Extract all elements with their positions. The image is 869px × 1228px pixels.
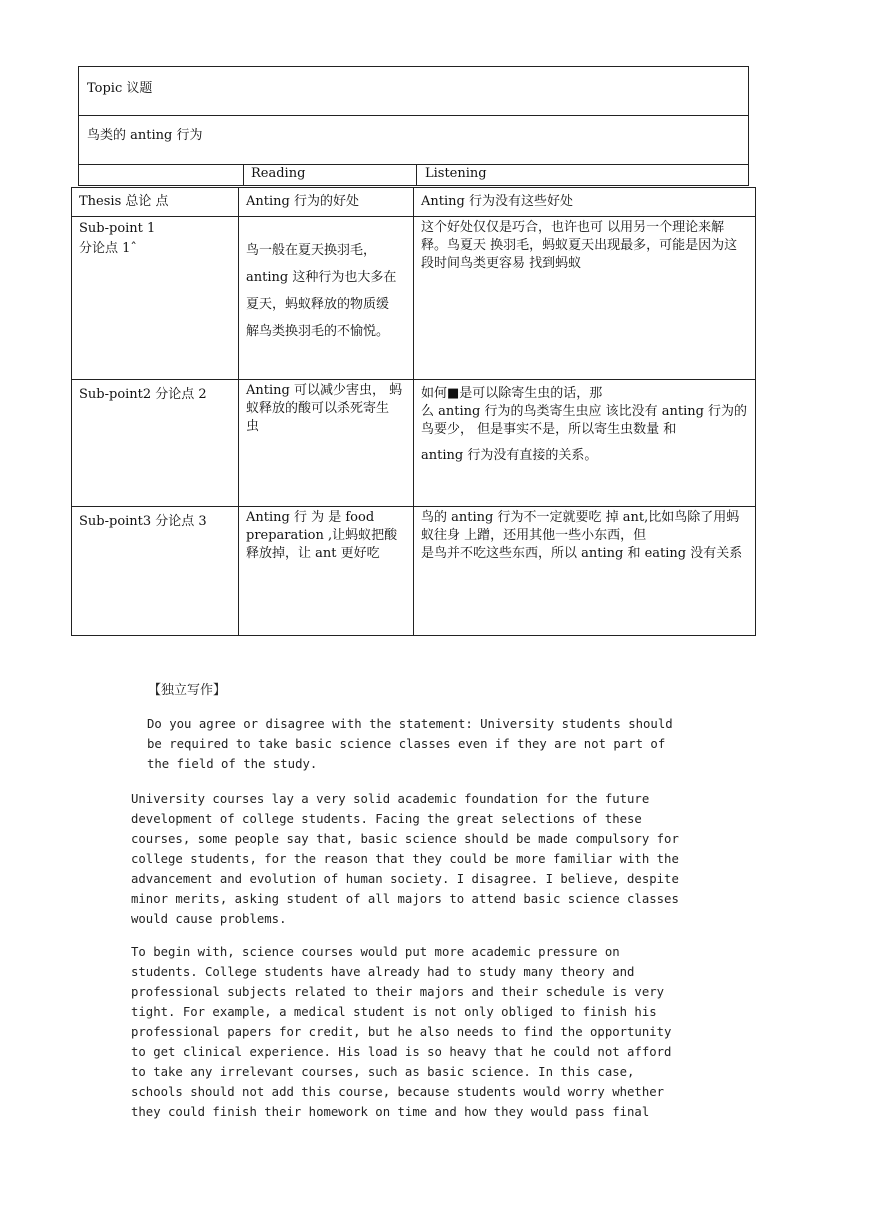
table-row <box>72 507 756 636</box>
table-row <box>72 380 756 507</box>
listening-text-top: 如何■是可以除寄生虫的话，那 么 anting 行为的鸟类寄生虫应 该比没有 anting 行为的鸟要少， 但是事实不是，所以寄生虫数量 和 <box>421 386 748 437</box>
table-row <box>72 217 756 380</box>
reading-cell: Anting 可以减少害虫， 蚂 蚁释放的酸可以杀死寄生 虫 <box>239 380 414 507</box>
column-header-row <box>79 165 748 186</box>
row-label: Sub-point2 分论点 2 <box>72 380 239 507</box>
topic-subject: 鸟类的 anting 行为 <box>87 128 203 143</box>
listening-cell: 鸟的 anting 行为不一定就要吃 掉 ant,比如鸟除了用蚂蚁往身 上蹭，还用其他一些小东西，但 是鸟并不吃这些东西，所以 anting 和 eating 没有关系 <box>414 507 756 636</box>
essay-paragraph: To begin with, science courses would put more academic pressure on students. College students have already had to study many theory and professional subjects related to their majors and their schedule is very tight. For example, a medical student is not only obliged to finish his professional papers for credit, but he also needs to find the opportunity to get clinical experience. His load is so heavy that he could not afford to take any irrelevant courses, such as basic science. In this case, schools should not add this course, because students would worry whether they could finish their homework on time and how they would pass final <box>131 945 672 1119</box>
reading-cell: Anting 行 为 是 food preparation ,让蚂蚁把酸释放掉，让 ant 更好吃 <box>239 507 414 636</box>
listening-cell <box>414 380 756 507</box>
row-label: Thesis 总论 点 <box>72 188 239 217</box>
reading-cell: Anting 行为的好处 <box>239 188 414 217</box>
table-row <box>72 188 756 217</box>
topic-table <box>78 66 749 186</box>
column-divider <box>243 165 244 186</box>
subject-row <box>79 116 748 165</box>
column-divider <box>416 165 417 186</box>
listening-cell: Anting 行为没有这些好处 <box>414 188 756 217</box>
essay-prompt: Do you agree or disagree with the statement: University students should be required to take basic science classes even if they are not part of the field of the study. <box>147 717 673 771</box>
topic-row <box>79 67 748 116</box>
topic-label: Topic 议题 <box>87 81 153 96</box>
reading-cell: 鸟一般在夏天换羽毛，anting 这种行为也大多在 夏天，蚂蚁释放的物质缓 解鸟类换羽毛的不愉悦。 <box>239 217 414 380</box>
thesis-table <box>71 187 756 636</box>
essay-heading: 【独立写作】 <box>148 683 227 698</box>
listening-cell: 这个好处仅仅是巧合，也许也可 以用另一个理论来解释。鸟夏天 换羽毛，蚂蚁夏天出现最多，可能是因为这段时间鸟类更容易 找到蚂蚁 <box>414 217 756 380</box>
essay-paragraph: University courses lay a very solid academic foundation for the future development of college students. Facing the great selections of these courses, some people say that, basic science should be made compulsory for college students, for the reason that they could be more familiar with the advancement and evolution of human society. I disagree. I believe, despite minor merits, asking student of all majors to attend basic science classes would cause problems. <box>131 792 679 926</box>
row-label: Sub-point 1 分论点 1ˆ <box>72 217 239 380</box>
listening-header: Listening <box>425 166 487 181</box>
listening-text-bottom: anting 行为没有直接的关系。 <box>421 448 598 463</box>
row-label: Sub-point3 分论点 3 <box>72 507 239 636</box>
reading-header: Reading <box>251 166 306 181</box>
